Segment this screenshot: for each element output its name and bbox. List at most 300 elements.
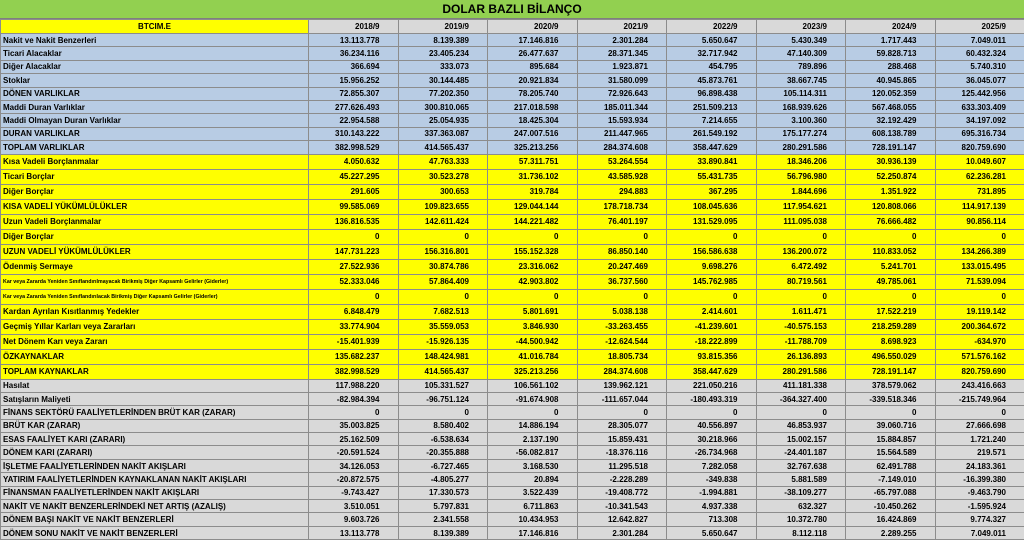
value-cell[interactable]: -20.591.524	[309, 446, 399, 459]
row-label[interactable]: Maddi Duran Varlıklar	[1, 100, 309, 113]
value-cell[interactable]: 40.945.865	[846, 74, 936, 87]
value-cell[interactable]: -1.595.924	[935, 500, 1024, 513]
value-cell[interactable]: 139.962.121	[577, 379, 667, 392]
value-cell[interactable]: -15.401.939	[309, 334, 399, 349]
value-cell[interactable]: 1.721.240	[935, 433, 1024, 446]
value-cell[interactable]: 218.259.289	[846, 319, 936, 334]
value-cell[interactable]: 284.374.608	[577, 141, 667, 154]
value-cell[interactable]: 0	[577, 406, 667, 419]
value-cell[interactable]: 17.146.816	[488, 34, 578, 47]
value-cell[interactable]: 10.434.953	[488, 513, 578, 526]
row-label[interactable]: Diğer Borçlar	[1, 184, 309, 199]
year-header[interactable]: 2019/9	[398, 20, 488, 34]
value-cell[interactable]: 7.282.058	[667, 459, 757, 472]
row-label[interactable]: ESAS FAALİYET KARI (ZARARI)	[1, 433, 309, 446]
value-cell[interactable]: 57.311.751	[488, 154, 578, 169]
value-cell[interactable]: 47.763.333	[398, 154, 488, 169]
value-cell[interactable]: 32.717.942	[667, 47, 757, 60]
row-label[interactable]: Satışların Maliyeti	[1, 392, 309, 405]
value-cell[interactable]: 12.642.827	[577, 513, 667, 526]
value-cell[interactable]: 19.119.142	[935, 304, 1024, 319]
value-cell[interactable]: 1.923.871	[577, 60, 667, 73]
value-cell[interactable]: 33.890.841	[667, 154, 757, 169]
value-cell[interactable]: 31.736.102	[488, 169, 578, 184]
value-cell[interactable]: 261.549.192	[667, 127, 757, 140]
value-cell[interactable]: 86.850.140	[577, 244, 667, 259]
value-cell[interactable]: 6.848.479	[309, 304, 399, 319]
row-label[interactable]: TOPLAM VARLIKLAR	[1, 141, 309, 154]
value-cell[interactable]: 18.425.304	[488, 114, 578, 127]
value-cell[interactable]: 31.580.099	[577, 74, 667, 87]
value-cell[interactable]: 30.218.966	[667, 433, 757, 446]
value-cell[interactable]: 134.266.389	[935, 244, 1024, 259]
value-cell[interactable]: 367.295	[667, 184, 757, 199]
value-cell[interactable]: 117.954.621	[756, 199, 846, 214]
value-cell[interactable]: 13.113.778	[309, 34, 399, 47]
value-cell[interactable]: 60.432.324	[935, 47, 1024, 60]
value-cell[interactable]: 0	[398, 229, 488, 244]
row-label[interactable]: FİNANSMAN FAALİYETLERİNDEN NAKİT AKIŞLARI	[1, 486, 309, 499]
value-cell[interactable]: 280.291.586	[756, 364, 846, 379]
value-cell[interactable]: 93.815.356	[667, 349, 757, 364]
value-cell[interactable]: 9.603.726	[309, 513, 399, 526]
value-cell[interactable]: 0	[935, 289, 1024, 304]
value-cell[interactable]: 0	[398, 289, 488, 304]
value-cell[interactable]: 22.954.588	[309, 114, 399, 127]
value-cell[interactable]: -349.838	[667, 473, 757, 486]
value-cell[interactable]: 0	[309, 289, 399, 304]
value-cell[interactable]: 1.611.471	[756, 304, 846, 319]
value-cell[interactable]: 325.213.256	[488, 141, 578, 154]
value-cell[interactable]: -15.926.135	[398, 334, 488, 349]
value-cell[interactable]: 0	[309, 229, 399, 244]
value-cell[interactable]: 77.202.350	[398, 87, 488, 100]
value-cell[interactable]: 43.585.928	[577, 169, 667, 184]
value-cell[interactable]: -364.327.400	[756, 392, 846, 405]
value-cell[interactable]: 76.666.482	[846, 214, 936, 229]
value-cell[interactable]: 20.247.469	[577, 259, 667, 274]
value-cell[interactable]: 411.181.338	[756, 379, 846, 392]
value-cell[interactable]: 14.886.194	[488, 419, 578, 432]
row-label[interactable]: Maddi Olmayan Duran Varlıklar	[1, 114, 309, 127]
value-cell[interactable]: 3.168.530	[488, 459, 578, 472]
row-label[interactable]: Net Dönem Karı veya Zararı	[1, 334, 309, 349]
value-cell[interactable]: -33.263.455	[577, 319, 667, 334]
value-cell[interactable]: 120.808.066	[846, 199, 936, 214]
row-label[interactable]: Stoklar	[1, 74, 309, 87]
value-cell[interactable]: 56.796.980	[756, 169, 846, 184]
value-cell[interactable]: 7.214.655	[667, 114, 757, 127]
value-cell[interactable]: 125.442.956	[935, 87, 1024, 100]
row-label[interactable]: TOPLAM KAYNAKLAR	[1, 364, 309, 379]
value-cell[interactable]: 34.126.053	[309, 459, 399, 472]
value-cell[interactable]: 0	[846, 229, 936, 244]
value-cell[interactable]: -26.734.968	[667, 446, 757, 459]
value-cell[interactable]: 5.797.831	[398, 500, 488, 513]
value-cell[interactable]: -6.538.634	[398, 433, 488, 446]
value-cell[interactable]: 200.364.672	[935, 319, 1024, 334]
value-cell[interactable]: 7.049.011	[935, 34, 1024, 47]
value-cell[interactable]: 10.372.780	[756, 513, 846, 526]
value-cell[interactable]: 142.611.424	[398, 214, 488, 229]
value-cell[interactable]: 55.431.735	[667, 169, 757, 184]
value-cell[interactable]: 18.346.206	[756, 154, 846, 169]
row-label[interactable]: DÖNEN VARLIKLAR	[1, 87, 309, 100]
row-label[interactable]: Diğer Alacaklar	[1, 60, 309, 73]
value-cell[interactable]: 168.939.626	[756, 100, 846, 113]
value-cell[interactable]: 120.052.359	[846, 87, 936, 100]
value-cell[interactable]: 76.401.197	[577, 214, 667, 229]
value-cell[interactable]: 496.550.029	[846, 349, 936, 364]
value-cell[interactable]: 695.316.734	[935, 127, 1024, 140]
row-label[interactable]: ÖZKAYNAKLAR	[1, 349, 309, 364]
row-label[interactable]: YATIRIM FAALİYETLERİNDEN KAYNAKLANAN NAKİT AKIŞLARI	[1, 473, 309, 486]
value-cell[interactable]: 15.859.431	[577, 433, 667, 446]
value-cell[interactable]: 2.289.255	[846, 526, 936, 539]
value-cell[interactable]: 0	[756, 229, 846, 244]
value-cell[interactable]: 0	[488, 229, 578, 244]
value-cell[interactable]: 52.333.046	[309, 274, 399, 289]
value-cell[interactable]: 820.759.690	[935, 141, 1024, 154]
value-cell[interactable]: 178.718.734	[577, 199, 667, 214]
value-cell[interactable]: 3.510.051	[309, 500, 399, 513]
value-cell[interactable]: 27.666.698	[935, 419, 1024, 432]
year-header[interactable]: 2024/9	[846, 20, 936, 34]
value-cell[interactable]: 99.585.069	[309, 199, 399, 214]
value-cell[interactable]: 15.956.252	[309, 74, 399, 87]
value-cell[interactable]: 25.162.509	[309, 433, 399, 446]
value-cell[interactable]: 114.917.139	[935, 199, 1024, 214]
value-cell[interactable]: 284.374.608	[577, 364, 667, 379]
value-cell[interactable]: 32.192.429	[846, 114, 936, 127]
value-cell[interactable]: -2.228.289	[577, 473, 667, 486]
value-cell[interactable]: 4.937.338	[667, 500, 757, 513]
value-cell[interactable]: 0	[398, 406, 488, 419]
value-cell[interactable]: 136.816.535	[309, 214, 399, 229]
value-cell[interactable]: 2.341.558	[398, 513, 488, 526]
row-label[interactable]: Kar veya Zararda Yeniden Sınıflandırılmayacak Birikmiş Diğer Kapsamlı Gelirler (Giderler)	[1, 274, 309, 289]
value-cell[interactable]: 8.139.389	[398, 34, 488, 47]
value-cell[interactable]: 136.200.072	[756, 244, 846, 259]
row-label[interactable]: UZUN VADELİ YÜKÜMLÜLÜKLER	[1, 244, 309, 259]
value-cell[interactable]: 280.291.586	[756, 141, 846, 154]
value-cell[interactable]: 38.667.745	[756, 74, 846, 87]
value-cell[interactable]: 5.881.589	[756, 473, 846, 486]
row-label[interactable]: Uzun Vadeli Borçlanmalar	[1, 214, 309, 229]
value-cell[interactable]: 382.998.529	[309, 364, 399, 379]
value-cell[interactable]: -91.674.908	[488, 392, 578, 405]
year-header[interactable]: 2025/9	[935, 20, 1024, 34]
value-cell[interactable]: 144.221.482	[488, 214, 578, 229]
value-cell[interactable]: 71.539.094	[935, 274, 1024, 289]
value-cell[interactable]: 567.468.055	[846, 100, 936, 113]
row-label[interactable]: DURAN VARLIKLAR	[1, 127, 309, 140]
value-cell[interactable]: 291.605	[309, 184, 399, 199]
value-cell[interactable]: 72.926.643	[577, 87, 667, 100]
value-cell[interactable]: 277.626.493	[309, 100, 399, 113]
value-cell[interactable]: 36.234.116	[309, 47, 399, 60]
row-label[interactable]: FİNANS SEKTÖRÜ FAALİYETLERİNDEN BRÜT KAR (ZARAR)	[1, 406, 309, 419]
value-cell[interactable]: 52.250.874	[846, 169, 936, 184]
value-cell[interactable]: 36.045.077	[935, 74, 1024, 87]
value-cell[interactable]: 820.759.690	[935, 364, 1024, 379]
value-cell[interactable]: 96.898.438	[667, 87, 757, 100]
value-cell[interactable]: 300.653	[398, 184, 488, 199]
value-cell[interactable]: 319.784	[488, 184, 578, 199]
value-cell[interactable]: -11.788.709	[756, 334, 846, 349]
value-cell[interactable]: 1.717.443	[846, 34, 936, 47]
value-cell[interactable]: 0	[935, 406, 1024, 419]
value-cell[interactable]: 105.331.527	[398, 379, 488, 392]
value-cell[interactable]: 10.049.607	[935, 154, 1024, 169]
value-cell[interactable]: 632.327	[756, 500, 846, 513]
value-cell[interactable]: 109.823.655	[398, 199, 488, 214]
row-label[interactable]: Nakit ve Nakit Benzerleri	[1, 34, 309, 47]
row-label[interactable]: Ödenmiş Sermaye	[1, 259, 309, 274]
row-label[interactable]: DÖNEM SONU NAKİT VE NAKİT BENZERLERİ	[1, 526, 309, 539]
value-cell[interactable]: 2.301.284	[577, 526, 667, 539]
value-cell[interactable]: 294.883	[577, 184, 667, 199]
value-cell[interactable]: 4.050.632	[309, 154, 399, 169]
value-cell[interactable]: -339.518.346	[846, 392, 936, 405]
value-cell[interactable]: 358.447.629	[667, 141, 757, 154]
value-cell[interactable]: 13.113.778	[309, 526, 399, 539]
value-cell[interactable]: 728.191.147	[846, 141, 936, 154]
row-label[interactable]: DÖNEM KARI (ZARARI)	[1, 446, 309, 459]
value-cell[interactable]: 0	[488, 289, 578, 304]
value-cell[interactable]: -12.624.544	[577, 334, 667, 349]
value-cell[interactable]: 325.213.256	[488, 364, 578, 379]
value-cell[interactable]: 133.015.495	[935, 259, 1024, 274]
value-cell[interactable]: 211.447.965	[577, 127, 667, 140]
value-cell[interactable]: -10.450.262	[846, 500, 936, 513]
row-label[interactable]: DÖNEM BAŞI NAKİT VE NAKİT BENZERLERİ	[1, 513, 309, 526]
value-cell[interactable]: -56.082.817	[488, 446, 578, 459]
row-label[interactable]: İŞLETME FAALİYETLERİNDEN NAKİT AKIŞLARI	[1, 459, 309, 472]
value-cell[interactable]: 221.050.216	[667, 379, 757, 392]
value-cell[interactable]: 35.003.825	[309, 419, 399, 432]
value-cell[interactable]: 17.522.219	[846, 304, 936, 319]
value-cell[interactable]: 382.998.529	[309, 141, 399, 154]
value-cell[interactable]: 9.774.327	[935, 513, 1024, 526]
value-cell[interactable]: 5.801.691	[488, 304, 578, 319]
value-cell[interactable]: 80.719.561	[756, 274, 846, 289]
value-cell[interactable]: -19.408.772	[577, 486, 667, 499]
value-cell[interactable]: 90.856.114	[935, 214, 1024, 229]
value-cell[interactable]: 147.731.223	[309, 244, 399, 259]
value-cell[interactable]: 731.895	[935, 184, 1024, 199]
value-cell[interactable]: 333.073	[398, 60, 488, 73]
value-cell[interactable]: 110.833.052	[846, 244, 936, 259]
value-cell[interactable]: 26.136.893	[756, 349, 846, 364]
value-cell[interactable]: 7.049.011	[935, 526, 1024, 539]
value-cell[interactable]: 106.561.102	[488, 379, 578, 392]
value-cell[interactable]: 300.810.065	[398, 100, 488, 113]
row-label[interactable]: BRÜT KAR (ZARAR)	[1, 419, 309, 432]
value-cell[interactable]: 175.177.274	[756, 127, 846, 140]
value-cell[interactable]: 0	[488, 406, 578, 419]
value-cell[interactable]: 217.018.598	[488, 100, 578, 113]
value-cell[interactable]: 9.698.276	[667, 259, 757, 274]
value-cell[interactable]: 45.227.295	[309, 169, 399, 184]
value-cell[interactable]: 337.363.087	[398, 127, 488, 140]
value-cell[interactable]: 17.330.573	[398, 486, 488, 499]
value-cell[interactable]: -65.797.088	[846, 486, 936, 499]
value-cell[interactable]: 105.114.311	[756, 87, 846, 100]
value-cell[interactable]: 129.044.144	[488, 199, 578, 214]
value-cell[interactable]: -6.727.465	[398, 459, 488, 472]
value-cell[interactable]: 111.095.038	[756, 214, 846, 229]
value-cell[interactable]: 24.183.361	[935, 459, 1024, 472]
value-cell[interactable]: -24.401.187	[756, 446, 846, 459]
row-label[interactable]: Kardan Ayrılan Kısıtlanmış Yedekler	[1, 304, 309, 319]
value-cell[interactable]: 47.140.309	[756, 47, 846, 60]
value-cell[interactable]: 45.873.761	[667, 74, 757, 87]
value-cell[interactable]: 35.559.053	[398, 319, 488, 334]
value-cell[interactable]: 16.424.869	[846, 513, 936, 526]
value-cell[interactable]: -18.376.116	[577, 446, 667, 459]
value-cell[interactable]: 358.447.629	[667, 364, 757, 379]
value-cell[interactable]: 5.430.349	[756, 34, 846, 47]
value-cell[interactable]: 0	[667, 289, 757, 304]
value-cell[interactable]: -96.751.124	[398, 392, 488, 405]
value-cell[interactable]: -18.222.899	[667, 334, 757, 349]
value-cell[interactable]: -9.463.790	[935, 486, 1024, 499]
value-cell[interactable]: 414.565.437	[398, 141, 488, 154]
value-cell[interactable]: -7.149.010	[846, 473, 936, 486]
value-cell[interactable]: 1.351.922	[846, 184, 936, 199]
value-cell[interactable]: -180.493.319	[667, 392, 757, 405]
value-cell[interactable]: 155.152.328	[488, 244, 578, 259]
value-cell[interactable]: -44.500.942	[488, 334, 578, 349]
value-cell[interactable]: 2.414.601	[667, 304, 757, 319]
value-cell[interactable]: 53.264.554	[577, 154, 667, 169]
value-cell[interactable]: 8.698.923	[846, 334, 936, 349]
value-cell[interactable]: 713.308	[667, 513, 757, 526]
value-cell[interactable]: 219.571	[935, 446, 1024, 459]
value-cell[interactable]: 0	[577, 229, 667, 244]
value-cell[interactable]: 62.236.281	[935, 169, 1024, 184]
value-cell[interactable]: 5.650.647	[667, 526, 757, 539]
value-cell[interactable]: 608.138.789	[846, 127, 936, 140]
year-header[interactable]: 2023/9	[756, 20, 846, 34]
value-cell[interactable]: 156.316.801	[398, 244, 488, 259]
value-cell[interactable]: -16.399.380	[935, 473, 1024, 486]
year-header[interactable]: 2018/9	[309, 20, 399, 34]
value-cell[interactable]: -82.984.394	[309, 392, 399, 405]
value-cell[interactable]: -38.109.277	[756, 486, 846, 499]
value-cell[interactable]: 20.921.834	[488, 74, 578, 87]
row-label[interactable]: Hasılat	[1, 379, 309, 392]
value-cell[interactable]: 18.805.734	[577, 349, 667, 364]
value-cell[interactable]: 185.011.344	[577, 100, 667, 113]
value-cell[interactable]: 145.762.985	[667, 274, 757, 289]
value-cell[interactable]: 135.682.237	[309, 349, 399, 364]
value-cell[interactable]: 11.295.518	[577, 459, 667, 472]
value-cell[interactable]: 30.936.139	[846, 154, 936, 169]
value-cell[interactable]: 15.593.934	[577, 114, 667, 127]
year-header[interactable]: 2020/9	[488, 20, 578, 34]
value-cell[interactable]: 310.143.222	[309, 127, 399, 140]
value-cell[interactable]: -10.341.543	[577, 500, 667, 513]
value-cell[interactable]: 414.565.437	[398, 364, 488, 379]
value-cell[interactable]: 30.144.485	[398, 74, 488, 87]
row-label[interactable]: KISA VADELİ YÜKÜMLÜLÜKLER	[1, 199, 309, 214]
value-cell[interactable]: 378.579.062	[846, 379, 936, 392]
value-cell[interactable]: 26.477.637	[488, 47, 578, 60]
value-cell[interactable]: 15.564.589	[846, 446, 936, 459]
value-cell[interactable]: 42.903.802	[488, 274, 578, 289]
value-cell[interactable]: 33.774.904	[309, 319, 399, 334]
value-cell[interactable]: 32.767.638	[756, 459, 846, 472]
ticker-cell[interactable]: BTCIM.E	[1, 20, 309, 34]
row-label[interactable]: Diğer Borçlar	[1, 229, 309, 244]
value-cell[interactable]: 6.472.492	[756, 259, 846, 274]
value-cell[interactable]: -4.805.277	[398, 473, 488, 486]
value-cell[interactable]: 148.424.981	[398, 349, 488, 364]
row-label[interactable]: Kar veya Zararda Yeniden Sınıflandırılacak Birikmiş Diğer Kapsamlı Gelirler (Giderler)	[1, 289, 309, 304]
value-cell[interactable]: 78.205.740	[488, 87, 578, 100]
value-cell[interactable]: 15.002.157	[756, 433, 846, 446]
value-cell[interactable]: 0	[846, 406, 936, 419]
value-cell[interactable]: 23.405.234	[398, 47, 488, 60]
value-cell[interactable]: 0	[935, 229, 1024, 244]
value-cell[interactable]: 25.054.935	[398, 114, 488, 127]
value-cell[interactable]: 156.586.638	[667, 244, 757, 259]
value-cell[interactable]: 8.580.402	[398, 419, 488, 432]
row-label[interactable]: Ticari Borçlar	[1, 169, 309, 184]
value-cell[interactable]: 3.100.360	[756, 114, 846, 127]
value-cell[interactable]: 5.740.310	[935, 60, 1024, 73]
value-cell[interactable]: 6.711.863	[488, 500, 578, 513]
value-cell[interactable]: 728.191.147	[846, 364, 936, 379]
value-cell[interactable]: 23.316.062	[488, 259, 578, 274]
value-cell[interactable]: 62.491.788	[846, 459, 936, 472]
value-cell[interactable]: 0	[667, 406, 757, 419]
value-cell[interactable]: 36.737.560	[577, 274, 667, 289]
value-cell[interactable]: 0	[667, 229, 757, 244]
year-header[interactable]: 2022/9	[667, 20, 757, 34]
value-cell[interactable]: 34.197.092	[935, 114, 1024, 127]
value-cell[interactable]: 2.137.190	[488, 433, 578, 446]
value-cell[interactable]: 895.684	[488, 60, 578, 73]
value-cell[interactable]: 8.139.389	[398, 526, 488, 539]
value-cell[interactable]: 41.016.784	[488, 349, 578, 364]
value-cell[interactable]: 251.509.213	[667, 100, 757, 113]
value-cell[interactable]: 243.416.663	[935, 379, 1024, 392]
value-cell[interactable]: 57.864.409	[398, 274, 488, 289]
value-cell[interactable]: 2.301.284	[577, 34, 667, 47]
value-cell[interactable]: 30.523.278	[398, 169, 488, 184]
value-cell[interactable]: 30.874.786	[398, 259, 488, 274]
row-label[interactable]: Geçmiş Yıllar Karları veya Zararları	[1, 319, 309, 334]
value-cell[interactable]: 633.303.409	[935, 100, 1024, 113]
value-cell[interactable]: 5.038.138	[577, 304, 667, 319]
value-cell[interactable]: 366.694	[309, 60, 399, 73]
value-cell[interactable]: 28.305.077	[577, 419, 667, 432]
value-cell[interactable]: 117.988.220	[309, 379, 399, 392]
value-cell[interactable]: 15.884.857	[846, 433, 936, 446]
value-cell[interactable]: -634.970	[935, 334, 1024, 349]
value-cell[interactable]: -1.994.881	[667, 486, 757, 499]
value-cell[interactable]: -20.872.575	[309, 473, 399, 486]
row-label[interactable]: NAKİT VE NAKİT BENZERLERİNDEKİ NET ARTIŞ (AZALIŞ)	[1, 500, 309, 513]
value-cell[interactable]: 46.853.937	[756, 419, 846, 432]
value-cell[interactable]: 789.896	[756, 60, 846, 73]
value-cell[interactable]: 1.844.696	[756, 184, 846, 199]
value-cell[interactable]: 0	[756, 406, 846, 419]
value-cell[interactable]: -40.575.153	[756, 319, 846, 334]
